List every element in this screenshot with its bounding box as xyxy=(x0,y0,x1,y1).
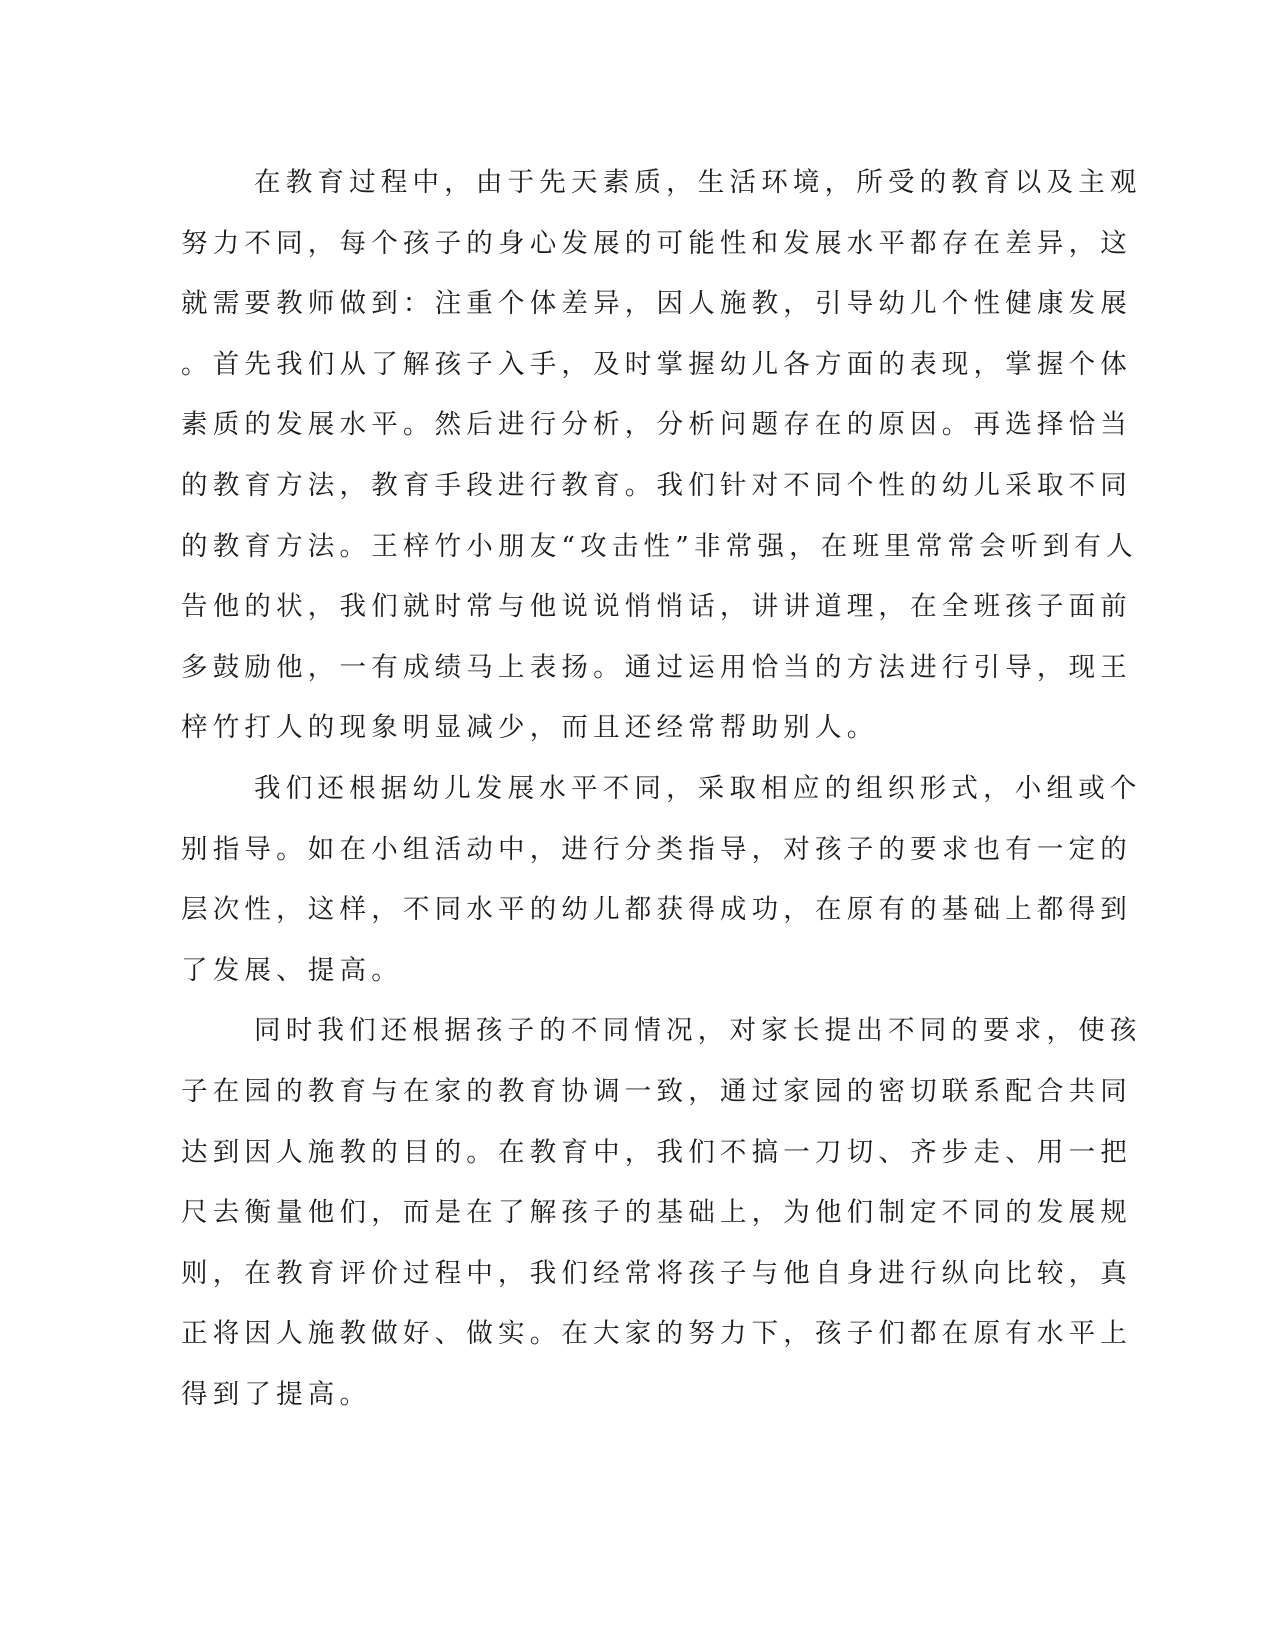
text-line: 。首先我们从了解孩子入手，及时掌握幼儿各方面的表现，掌握个体 xyxy=(181,348,1132,380)
text-line: 层次性，这样，不同水平的幼儿都获得成功，在原有的基础上都得到 xyxy=(181,894,1132,926)
text-line: 尺去衡量他们，而是在了解孩子的基础上，为他们制定不同的发展规 xyxy=(181,1197,1132,1229)
paragraph-3 xyxy=(181,1001,1142,1425)
text-line: 同时我们还根据孩子的不同情况，对家长提出不同的要求，使孩 xyxy=(254,1015,1142,1047)
paragraph-2 xyxy=(181,759,1142,1001)
text-line: 别指导。如在小组活动中，进行分类指导，对孩子的要求也有一定的 xyxy=(181,833,1132,865)
text-line: 得到了提高。 xyxy=(181,1378,372,1410)
paragraph-1 xyxy=(181,153,1142,759)
body-text xyxy=(181,153,1142,1425)
text-line: 努力不同，每个孩子的身心发展的可能性和发展水平都存在差异，这 xyxy=(181,227,1132,259)
text-line: 则，在教育评价过程中，我们经常将孩子与他自身进行纵向比较，真 xyxy=(181,1257,1132,1289)
text-line: 的教育方法，教育手段进行教育。我们针对不同个性的幼儿采取不同 xyxy=(181,469,1132,501)
text-line: 达到因人施教的目的。在教育中，我们不搞一刀切、齐步走、用一把 xyxy=(181,1136,1132,1168)
text-line: 多鼓励他，一有成绩马上表扬。通过运用恰当的方法进行引导，现王 xyxy=(181,651,1132,683)
text-line: 告他的状，我们就时常与他说说悄悄话，讲讲道理，在全班孩子面前 xyxy=(181,591,1132,623)
text-line: 在教育过程中，由于先天素质，生活环境，所受的教育以及主观 xyxy=(254,167,1142,198)
text-line: 的教育方法。王梓竹小朋友“攻击性”非常强，在班里常常会听到有人 xyxy=(181,530,1138,562)
text-line: 子在园的教育与在家的教育协调一致，通过家园的密切联系配合共同 xyxy=(181,1075,1132,1107)
text-line: 素质的发展水平。然后进行分析，分析问题存在的原因。再选择恰当 xyxy=(181,409,1132,441)
text-line: 我们还根据幼儿发展水平不同，采取相应的组织形式，小组或个 xyxy=(254,772,1142,804)
text-line: 就需要教师做到：注重个体差异，因人施教，引导幼儿个性健康发展 xyxy=(181,288,1132,320)
text-line: 梓竹打人的现象明显减少，而且还经常帮助别人。 xyxy=(181,712,879,744)
text-line: 正将因人施教做好、做实。在大家的努力下，孩子们都在原有水平上 xyxy=(181,1318,1132,1350)
text-line: 了发展、提高。 xyxy=(181,954,403,986)
